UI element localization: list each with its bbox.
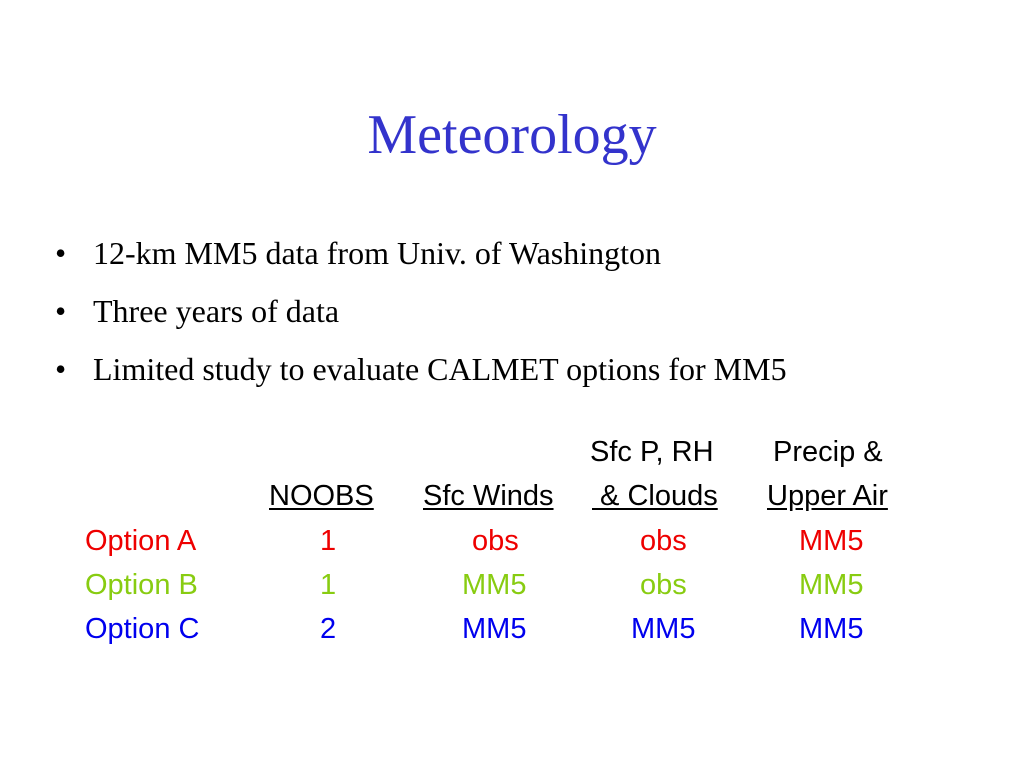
cell-precip: MM5	[799, 613, 864, 645]
bullet-item	[55, 286, 787, 344]
header-precip: Precip &	[773, 436, 883, 468]
cell-sfc-winds: MM5	[462, 613, 527, 645]
bullet-dot: •	[55, 293, 67, 329]
bullet-text: Three years of data	[93, 293, 340, 329]
cell-sfc-p-rh: obs	[640, 525, 687, 557]
bullet-list	[55, 228, 787, 402]
cell-sfc-p-rh: obs	[640, 569, 687, 601]
cell-precip: MM5	[799, 525, 864, 557]
cell-noobs: 1	[320, 569, 337, 601]
header-noobs: NOOBS	[269, 480, 374, 512]
bullet-item	[55, 228, 787, 286]
cell-noobs: 2	[320, 613, 337, 645]
header-clouds: & Clouds	[592, 480, 718, 512]
bullet-text: 12-km MM5 data from Univ. of Washington	[93, 235, 662, 271]
header-sfc-winds: Sfc Winds	[423, 480, 554, 512]
cell-noobs: 1	[320, 525, 337, 557]
bullet-dot: •	[55, 351, 67, 387]
header-upper-air: Upper Air	[767, 480, 888, 512]
bullet-text: Limited study to evaluate CALMET options for MM5	[93, 351, 787, 387]
slide-title: Meteorology	[367, 104, 657, 166]
header-sfc-p-rh: Sfc P, RH	[590, 436, 714, 468]
bullet-item	[55, 344, 787, 402]
cell-sfc-winds: MM5	[462, 569, 527, 601]
row-label-option-b: Option B	[85, 569, 198, 601]
bullet-dot: •	[55, 235, 67, 271]
cell-sfc-winds: obs	[472, 525, 519, 557]
row-label-option-a: Option A	[85, 525, 197, 557]
cell-sfc-p-rh: MM5	[631, 613, 696, 645]
cell-precip: MM5	[799, 569, 864, 601]
row-label-option-c: Option C	[85, 613, 200, 645]
